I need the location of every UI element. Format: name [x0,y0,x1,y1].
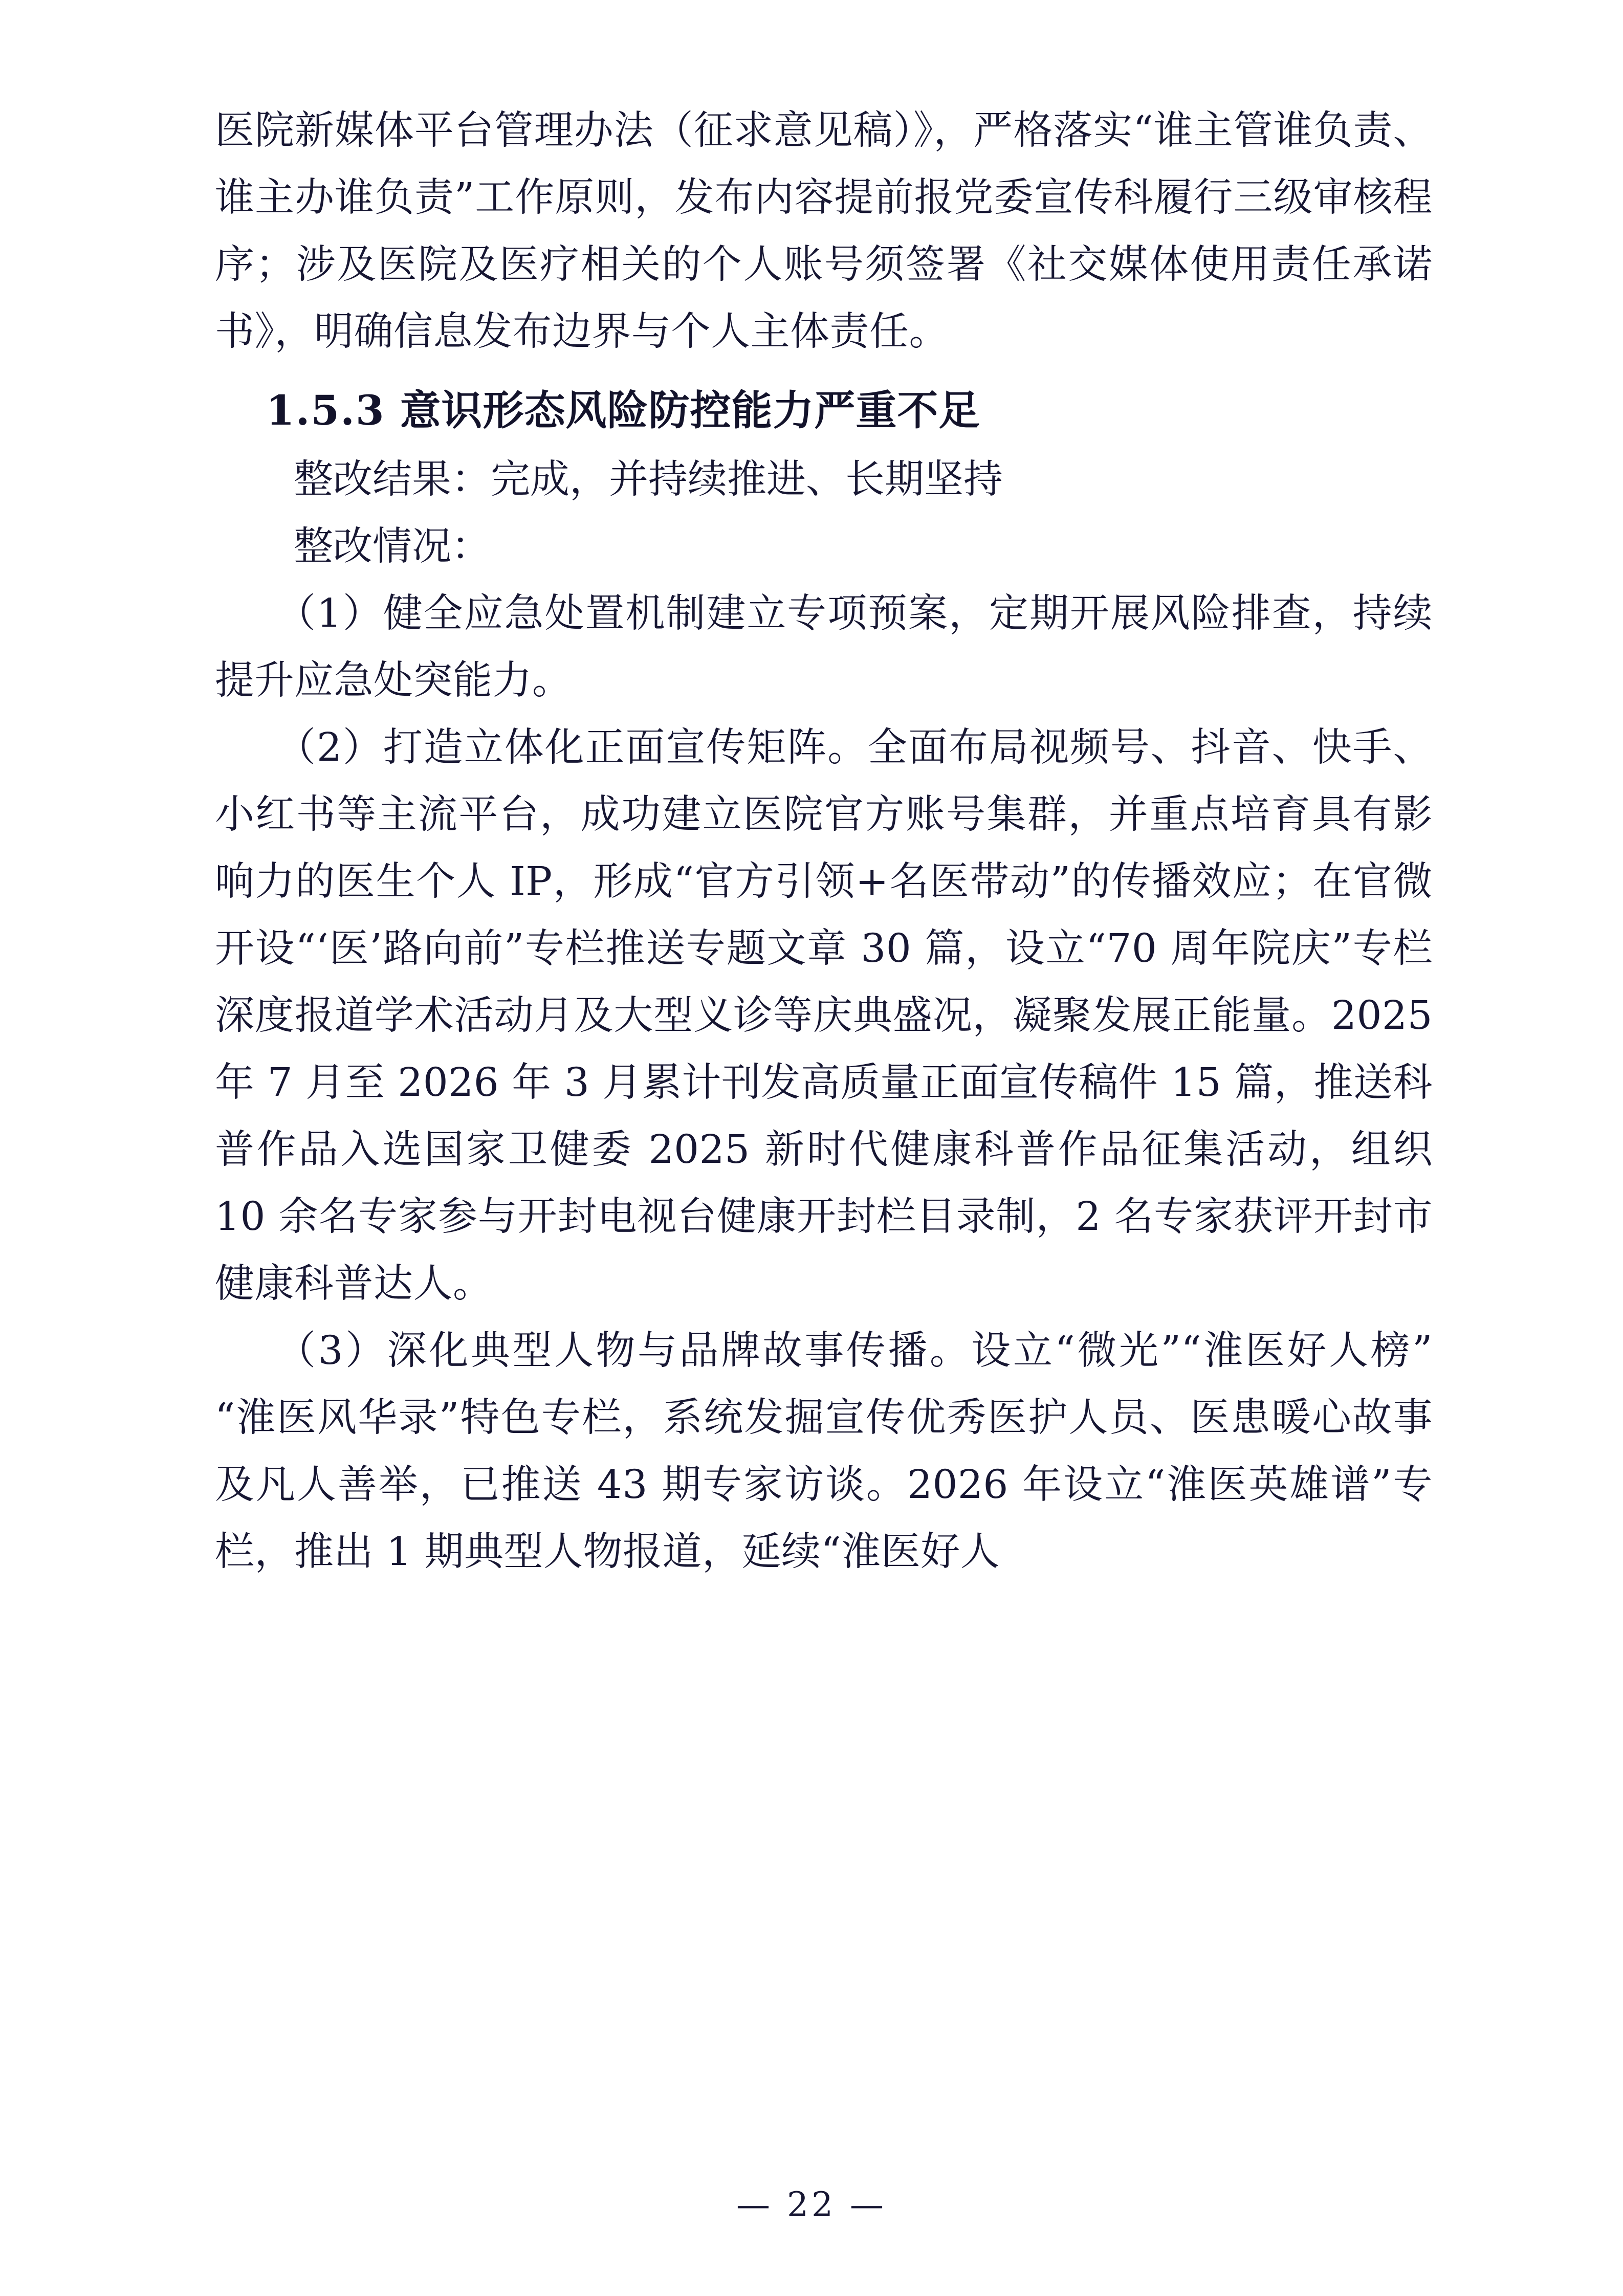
section-title: 意识形态风险防控能力严重不足 [400,386,980,434]
section-number: 1.5.3 [266,386,385,434]
page-number: — 22 — [736,2185,887,2224]
rectification-situation-line: 整改情况： [294,524,491,569]
paragraph-item-1: （1）健全应急处置机制建立专项预案，定期开展风险排查，持续提升应急处突能力。 [215,591,1433,703]
paragraph-item-2: （2）打造立体化正面宣传矩阵。全面布局视频号、抖音、快手、小红书等主流平台，成功建立医院官方账号集群，并重点培育具有影响力的医生个人 IP，形成“官方引领+名医带动”的传播效应；在官微开设“‘医’路向前”专栏推送专题文章 30 篇，设立“70 周年院庆”专栏深度报道学术活动月及大型义诊等庆典盛况，凝聚发展正能量。2025 年 7 月至 2026 年 3 月累计刊发高质量正面宣传稿件 15 篇，推送科普作品入选国家卫健委 2025 新时代健康科普作品征集活动，组织 10 余名专家参与开封电视台健康开封栏目录制，2 名专家获评开封市健康科普达人。 [215,725,1433,1307]
rectification-result-line: 整改结果：完成，并持续推进、长期坚持 [294,457,1003,502]
paragraph-item-3: （3）深化典型人物与品牌故事传播。设立“微光”“淮医好人榜”“淮医风华录”特色专栏，系统发掘宣传优秀医护人员、医患暖心故事及凡人善举，已推送 43 期专家访谈。2026 年设立“淮医英雄谱”专栏，推出 1 期典型人物报道，延续“淮医好人 [215,1328,1433,1575]
paragraph-continued-top: 医院新媒体平台管理办法（征求意见稿）》，严格落实“谁主管谁负责、谁主办谁负责”工作原则，发布内容提前报党委宣传科履行三级审核程序；涉及医院及医疗相关的个人账号须签署《社交媒体使用责任承诺书》，明确信息发布边界与个人主体责任。 [215,108,1433,355]
document-body [215,97,1433,1585]
section-heading-1-5-3 [215,374,1433,446]
